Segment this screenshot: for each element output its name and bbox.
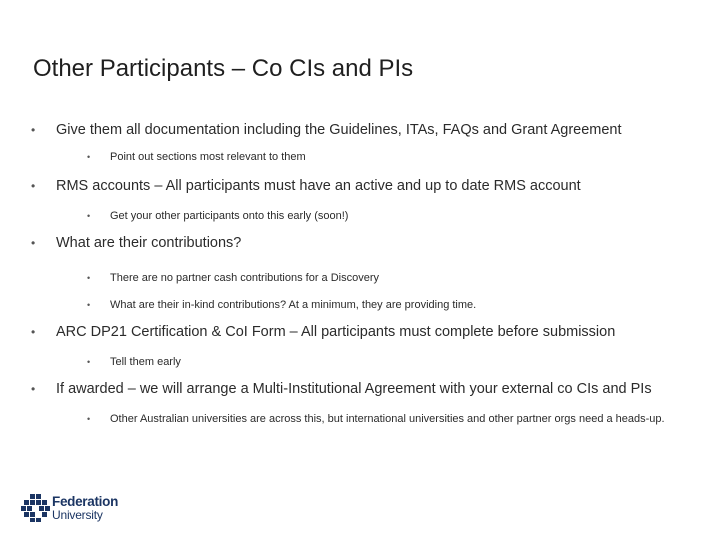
bullet-level1 bbox=[0, 118, 720, 142]
sub-bullet bbox=[0, 148, 720, 166]
sub-bullet-text: What are their in-kind contributions? At a minimum, they are providing time. bbox=[110, 299, 477, 311]
sub-bullet bbox=[0, 269, 720, 287]
sub-bullet bbox=[0, 296, 720, 314]
sub-bullet-text: Tell them early bbox=[110, 356, 181, 368]
sub-bullet-marker: • bbox=[87, 414, 91, 424]
bullet-item bbox=[0, 118, 720, 166]
bullet-level1 bbox=[0, 231, 720, 255]
sub-bullet-text: Other Australian universities are across this, but international universities and other partner orgs need a heads-up. bbox=[110, 413, 665, 425]
federation-logo-icon bbox=[21, 494, 51, 522]
bullet-marker: • bbox=[31, 123, 36, 137]
bullet-list bbox=[0, 118, 720, 428]
slide-title: Other Participants – Co CIs and PIs bbox=[33, 55, 414, 82]
bullet-marker: • bbox=[31, 236, 36, 250]
bullet-level1 bbox=[0, 377, 720, 401]
bullet-marker: • bbox=[31, 382, 36, 396]
federation-university-logo bbox=[21, 493, 131, 523]
bullet-text: What are their contributions? bbox=[56, 235, 242, 251]
bullet-marker: • bbox=[31, 179, 36, 193]
logo-text-line1: Federation bbox=[52, 494, 119, 509]
bullet-marker: • bbox=[31, 325, 36, 339]
sub-bullet bbox=[0, 353, 720, 371]
bullet-item bbox=[0, 231, 720, 314]
sub-bullet-marker: • bbox=[87, 152, 91, 162]
sub-bullet-marker: • bbox=[87, 357, 91, 367]
logo-text-line2: University bbox=[52, 508, 103, 522]
bullet-text: RMS accounts – All participants must have an active and up to date RMS account bbox=[56, 178, 581, 194]
sub-bullet-text: Get your other participants onto this early (soon!) bbox=[110, 210, 349, 222]
bullet-item bbox=[0, 377, 720, 428]
bullet-item bbox=[0, 174, 720, 225]
bullet-level1 bbox=[0, 174, 720, 198]
sub-bullet bbox=[0, 410, 720, 428]
sub-bullet-marker: • bbox=[87, 211, 91, 221]
sub-bullet-text: There are no partner cash contributions for a Discovery bbox=[110, 272, 380, 284]
bullet-text: If awarded – we will arrange a Multi-Institutional Agreement with your external co CIs and PIs bbox=[56, 381, 652, 397]
sub-bullet-text: Point out sections most relevant to them bbox=[110, 151, 306, 163]
bullet-text: ARC DP21 Certification & CoI Form – All participants must complete before submission bbox=[56, 324, 616, 340]
bullet-item bbox=[0, 320, 720, 371]
sub-bullet bbox=[0, 207, 720, 225]
bullet-level1 bbox=[0, 320, 720, 344]
bullet-text: Give them all documentation including the Guidelines, ITAs, FAQs and Grant Agreement bbox=[56, 122, 622, 138]
sub-bullet-marker: • bbox=[87, 273, 91, 283]
sub-bullet-marker: • bbox=[87, 300, 91, 310]
